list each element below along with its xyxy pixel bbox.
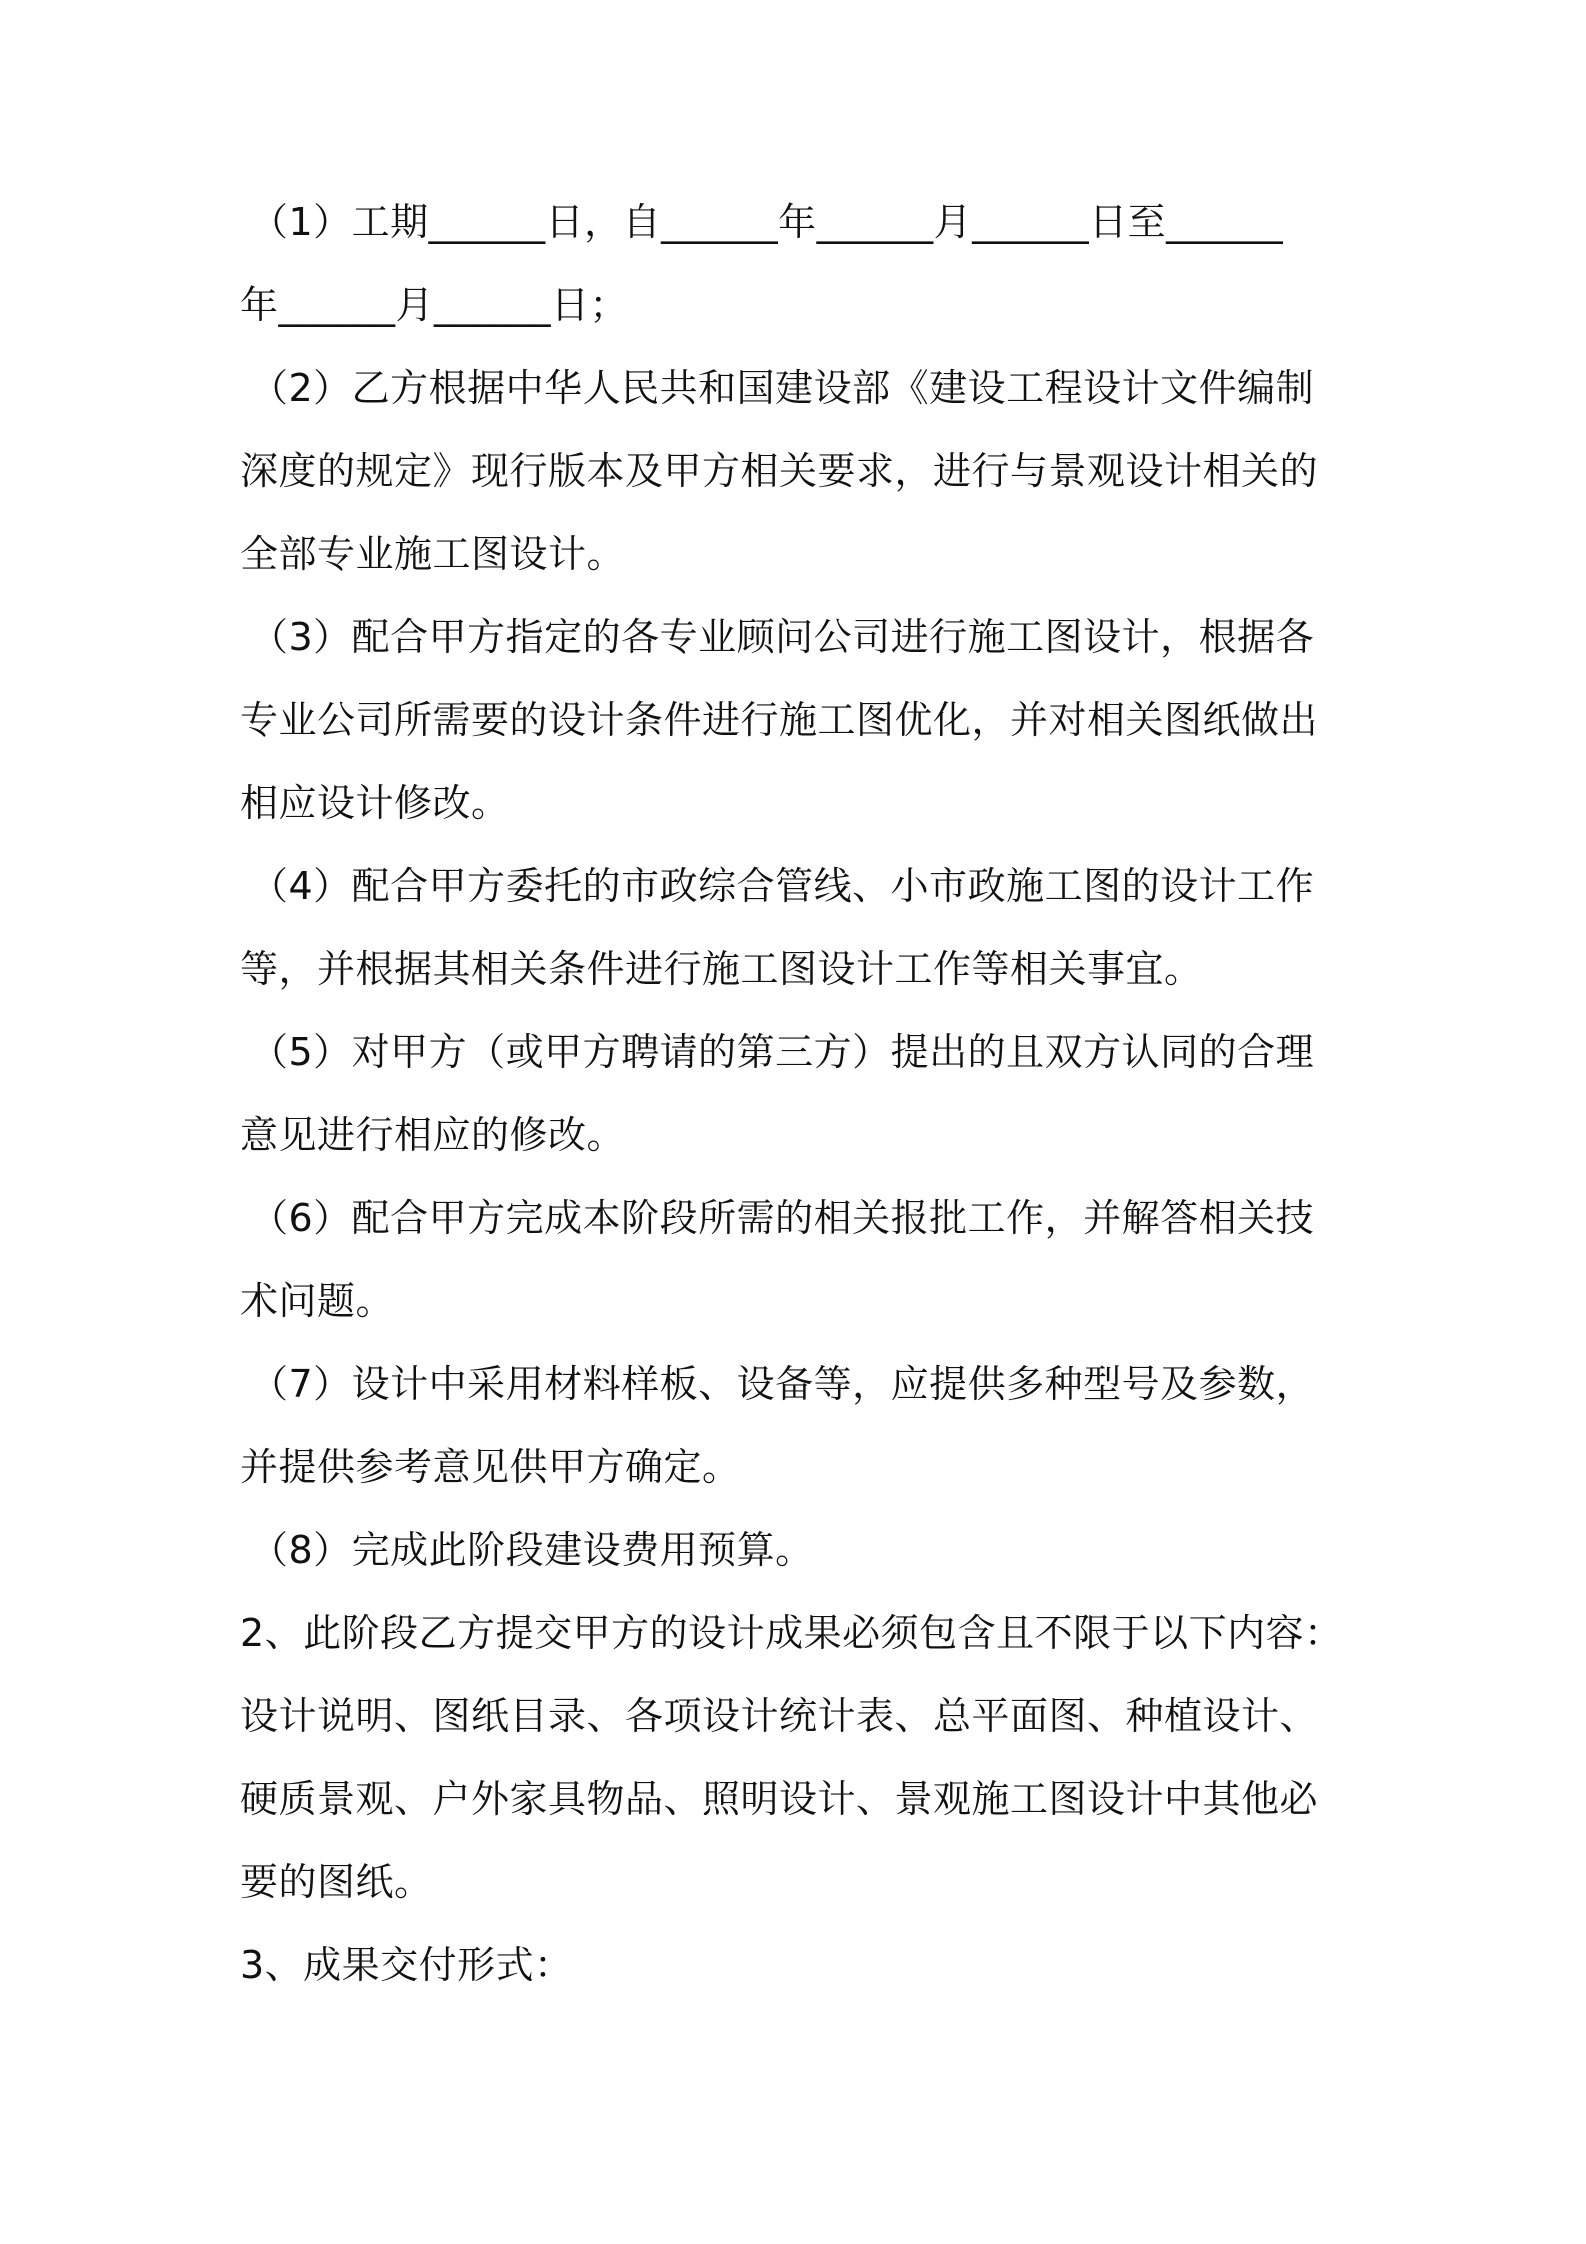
clause-3-line-2: 专业公司所需要的设计条件进行施工图优化，并对相关图纸做出: [240, 698, 1319, 742]
document-body: [240, 200, 1350, 1987]
clause-2-line-1: （2）乙方根据中华人民共和国建设部《建设工程设计文件编制: [250, 366, 1315, 410]
section-2-line-3: 硬质景观、户外家具物品、照明设计、景观施工图设计中其他必: [240, 1777, 1319, 1821]
clause-7-line-1: （7）设计中采用材料样板、设备等，应提供多种型号及参数，: [250, 1362, 1315, 1406]
section-2-line-2: 设计说明、图纸目录、各项设计统计表、总平面图、种植设计、: [240, 1694, 1319, 1738]
clause-6-line-2: 术问题。: [240, 1279, 395, 1323]
section-2-line-1: 2、此阶段乙方提交甲方的设计成果必须包含且不限于以下内容：: [240, 1611, 1343, 1655]
section-2-line-4: 要的图纸。: [240, 1860, 433, 1904]
clause-5-line-2: 意见进行相应的修改。: [240, 1113, 626, 1157]
clause-4-line-2: 等，并根据其相关条件进行施工图设计工作等相关事宜。: [240, 947, 1203, 991]
clause-2-line-2: 深度的规定》现行版本及甲方相关要求，进行与景观设计相关的: [240, 449, 1319, 493]
clause-6-line-1: （6）配合甲方完成本阶段所需的相关报批工作，并解答相关技: [250, 1196, 1315, 1240]
clause-2-line-3: 全部专业施工图设计。: [240, 532, 626, 576]
clause-4-line-1: （4）配合甲方委托的市政综合管线、小市政施工图的设计工作: [250, 864, 1315, 908]
clause-3-line-3: 相应设计修改。: [240, 781, 510, 825]
clause-5-line-1: （5）对甲方（或甲方聘请的第三方）提出的且双方认同的合理: [250, 1030, 1315, 1074]
clause-8-line-1: （8）完成此阶段建设费用预算。: [250, 1528, 814, 1572]
section-3-heading: 3、成果交付形式：: [240, 1943, 573, 1987]
clause-3-line-1: （3）配合甲方指定的各专业顾问公司进行施工图设计，根据各: [250, 615, 1315, 659]
clause-1-line-1: （1）工期______日，自______年______月______日至______: [250, 200, 1284, 244]
clause-7-line-2: 并提供参考意见供甲方确定。: [240, 1445, 741, 1489]
clause-1-line-2: 年______月______日；: [240, 283, 629, 327]
